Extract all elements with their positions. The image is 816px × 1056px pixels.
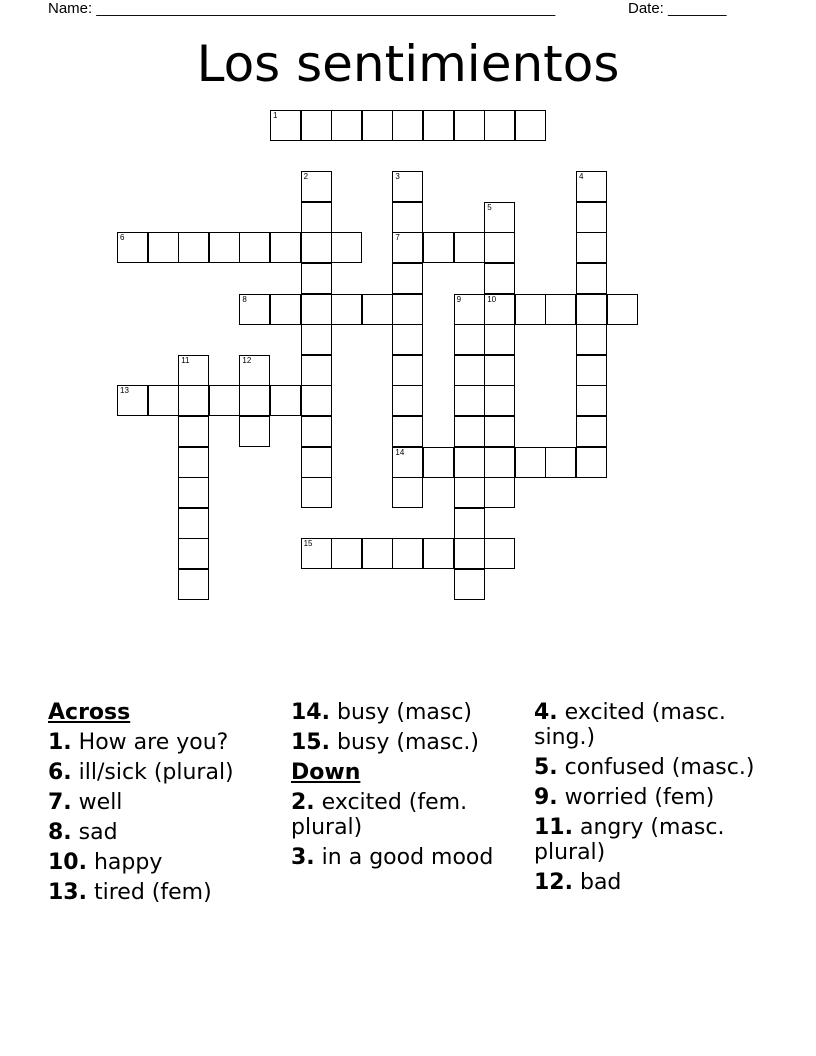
grid-cell[interactable] bbox=[301, 202, 332, 233]
clue-item-text: busy (masc.) bbox=[329, 730, 479, 755]
clue-item bbox=[534, 815, 764, 865]
clue-item bbox=[48, 880, 278, 905]
grid-cell[interactable] bbox=[331, 110, 362, 141]
grid-cell[interactable] bbox=[484, 232, 515, 263]
clue-item-text: tired (fem) bbox=[86, 880, 212, 905]
grid-cell[interactable] bbox=[423, 110, 454, 141]
clue-number: 8 bbox=[242, 294, 247, 304]
grid-cell[interactable] bbox=[545, 294, 576, 325]
clue-item bbox=[48, 820, 278, 845]
grid-cell[interactable] bbox=[301, 232, 332, 263]
grid-cell[interactable] bbox=[178, 477, 209, 508]
grid-cell[interactable] bbox=[484, 477, 515, 508]
clue-item-text: ill/sick (plural) bbox=[71, 760, 234, 785]
grid-cell[interactable] bbox=[301, 263, 332, 294]
grid-cell[interactable] bbox=[392, 202, 423, 233]
clue-item bbox=[534, 755, 764, 780]
grid-cell[interactable] bbox=[301, 171, 332, 202]
clue-item bbox=[48, 760, 278, 785]
clue-item-number: 9. bbox=[534, 785, 558, 810]
grid-cell[interactable] bbox=[423, 232, 454, 263]
grid-cell[interactable] bbox=[178, 538, 209, 569]
clue-item-number: 11. bbox=[534, 815, 573, 840]
clue-number: 2 bbox=[303, 172, 309, 182]
clue-item-number: 10. bbox=[48, 850, 87, 875]
grid-cell[interactable] bbox=[239, 355, 270, 386]
grid-cell[interactable] bbox=[270, 385, 301, 416]
grid-cell[interactable] bbox=[576, 416, 607, 447]
grid-cell[interactable] bbox=[392, 538, 423, 569]
grid-cell[interactable] bbox=[117, 232, 148, 263]
grid-cell[interactable] bbox=[209, 232, 240, 263]
grid-cell[interactable] bbox=[178, 416, 209, 447]
down-clue-list-continued bbox=[534, 700, 764, 895]
grid-cell[interactable] bbox=[301, 416, 332, 447]
grid-cell[interactable] bbox=[607, 294, 638, 325]
clue-item bbox=[534, 700, 764, 750]
grid-cell[interactable] bbox=[270, 110, 301, 141]
name-line: Name: _______________________________________________________ bbox=[48, 0, 556, 17]
clue-item-number: 8. bbox=[48, 820, 72, 845]
grid-cell[interactable] bbox=[484, 202, 515, 233]
grid-cell[interactable] bbox=[576, 355, 607, 386]
grid-cell[interactable] bbox=[178, 569, 209, 600]
grid-cell[interactable] bbox=[484, 416, 515, 447]
grid-cell[interactable] bbox=[576, 202, 607, 233]
clue-item-text: excited (masc. sing.) bbox=[534, 700, 726, 750]
clue-number: 7 bbox=[395, 233, 400, 243]
down-clue-list bbox=[291, 790, 526, 870]
grid-cell[interactable] bbox=[454, 232, 485, 263]
grid-cell[interactable] bbox=[301, 538, 332, 569]
grid-cell[interactable] bbox=[270, 294, 301, 325]
grid-cell[interactable] bbox=[209, 385, 240, 416]
grid-cell[interactable] bbox=[454, 355, 485, 386]
grid-cell[interactable] bbox=[362, 538, 393, 569]
clue-item-text: well bbox=[71, 790, 123, 815]
grid-cell[interactable] bbox=[454, 385, 485, 416]
clues-column-3 bbox=[534, 700, 764, 900]
grid-cell[interactable] bbox=[331, 232, 362, 263]
grid-cell[interactable] bbox=[392, 171, 423, 202]
grid-cell[interactable] bbox=[392, 110, 423, 141]
grid-cell[interactable] bbox=[576, 324, 607, 355]
grid-cell[interactable] bbox=[301, 477, 332, 508]
clue-number: 14 bbox=[395, 447, 405, 457]
clue-item-number: 2. bbox=[291, 790, 315, 815]
grid-cell[interactable] bbox=[270, 232, 301, 263]
clue-item-number: 12. bbox=[534, 870, 573, 895]
grid-cell[interactable] bbox=[362, 294, 393, 325]
grid-cell[interactable] bbox=[576, 385, 607, 416]
grid-cell[interactable] bbox=[484, 447, 515, 478]
grid-cell[interactable] bbox=[484, 355, 515, 386]
clue-number: 6 bbox=[120, 233, 125, 243]
grid-cell[interactable] bbox=[484, 538, 515, 569]
clue-item-number: 13. bbox=[48, 880, 87, 905]
clues-column-1 bbox=[48, 700, 278, 910]
grid-cell[interactable] bbox=[484, 294, 515, 325]
grid-cell[interactable] bbox=[239, 232, 270, 263]
grid-cell[interactable] bbox=[301, 324, 332, 355]
clue-item-number: 4. bbox=[534, 700, 558, 725]
grid-cell[interactable] bbox=[545, 447, 576, 478]
grid-cell[interactable] bbox=[484, 263, 515, 294]
grid-cell[interactable] bbox=[576, 294, 607, 325]
clue-number: 12 bbox=[242, 355, 252, 365]
grid-cell[interactable] bbox=[454, 110, 485, 141]
clue-item-number: 14. bbox=[291, 700, 330, 725]
grid-cell[interactable] bbox=[117, 385, 148, 416]
clue-number: 13 bbox=[120, 386, 129, 396]
page-title: Los sentimientos bbox=[196, 35, 620, 93]
clue-item bbox=[534, 870, 764, 895]
grid-cell[interactable] bbox=[392, 477, 423, 508]
grid-cell[interactable] bbox=[301, 447, 332, 478]
grid-cell[interactable] bbox=[423, 447, 454, 478]
clue-item bbox=[291, 790, 526, 840]
grid-cell[interactable] bbox=[515, 294, 546, 325]
clue-number: 3 bbox=[395, 172, 400, 182]
clue-item-text: in a good mood bbox=[314, 845, 494, 870]
grid-cell[interactable] bbox=[515, 110, 546, 141]
grid-cell[interactable] bbox=[576, 171, 607, 202]
grid-cell[interactable] bbox=[178, 508, 209, 539]
grid-cell[interactable] bbox=[301, 385, 332, 416]
date-line: Date: _______ bbox=[628, 0, 727, 17]
clue-item-number: 15. bbox=[291, 730, 330, 755]
clue-item-number: 3. bbox=[291, 845, 315, 870]
grid-cell[interactable] bbox=[178, 447, 209, 478]
clue-item-number: 5. bbox=[534, 755, 558, 780]
grid-cell[interactable] bbox=[454, 324, 485, 355]
clue-item-text: How are you? bbox=[71, 730, 229, 755]
grid-cell[interactable] bbox=[178, 385, 209, 416]
grid-cell[interactable] bbox=[148, 232, 179, 263]
grid-cell[interactable] bbox=[454, 569, 485, 600]
grid-cell[interactable] bbox=[454, 447, 485, 478]
grid-cell[interactable] bbox=[239, 294, 270, 325]
grid-cell[interactable] bbox=[515, 447, 546, 478]
clue-number: 1 bbox=[273, 111, 278, 120]
grid-cell[interactable] bbox=[576, 263, 607, 294]
grid-cell[interactable] bbox=[178, 355, 209, 386]
grid-cell[interactable] bbox=[392, 355, 423, 386]
grid-cell[interactable] bbox=[362, 110, 393, 141]
grid-cell[interactable] bbox=[484, 324, 515, 355]
clue-item-number: 6. bbox=[48, 760, 72, 785]
clue-item-number: 1. bbox=[48, 730, 72, 755]
grid-cell[interactable] bbox=[392, 324, 423, 355]
clue-item-text: busy (masc) bbox=[329, 700, 472, 725]
clues-column-2 bbox=[291, 700, 526, 875]
clue-item bbox=[48, 790, 278, 815]
clue-item bbox=[291, 700, 526, 725]
grid-cell[interactable] bbox=[301, 110, 332, 141]
grid-cell[interactable] bbox=[454, 416, 485, 447]
grid-cell[interactable] bbox=[239, 385, 270, 416]
grid-cell[interactable] bbox=[392, 232, 423, 263]
grid-cell[interactable] bbox=[484, 385, 515, 416]
clue-item-text: sad bbox=[71, 820, 118, 845]
grid-cell[interactable] bbox=[392, 385, 423, 416]
grid-cell[interactable] bbox=[392, 294, 423, 325]
clue-item bbox=[48, 850, 278, 875]
across-clue-list bbox=[48, 730, 278, 905]
clue-number: 9 bbox=[456, 294, 462, 304]
clue-item-text: angry (masc. plural) bbox=[534, 815, 725, 865]
clue-item-text: worried (fem) bbox=[557, 785, 715, 810]
grid-cell[interactable] bbox=[392, 263, 423, 294]
down-heading: Down bbox=[291, 760, 361, 785]
clue-number: 10 bbox=[487, 294, 497, 304]
clue-item-text: bad bbox=[572, 870, 622, 895]
clue-item bbox=[291, 845, 526, 870]
grid-cell[interactable] bbox=[331, 294, 362, 325]
grid-cell[interactable] bbox=[301, 355, 332, 386]
grid-cell[interactable] bbox=[148, 385, 179, 416]
grid-cell[interactable] bbox=[576, 232, 607, 263]
clue-item bbox=[534, 785, 764, 810]
clue-item-text: excited (fem. plural) bbox=[291, 790, 468, 840]
clue-item-number: 7. bbox=[48, 790, 72, 815]
grid-cell[interactable] bbox=[392, 416, 423, 447]
grid-cell[interactable] bbox=[301, 294, 332, 325]
grid-cell[interactable] bbox=[454, 538, 485, 569]
clue-item-text: confused (masc.) bbox=[557, 755, 755, 780]
clue-item bbox=[48, 730, 278, 755]
across-heading: Across bbox=[48, 700, 131, 725]
grid-cell[interactable] bbox=[423, 538, 454, 569]
grid-cell[interactable] bbox=[331, 538, 362, 569]
grid-cell[interactable] bbox=[454, 294, 485, 325]
clue-number: 5 bbox=[487, 202, 492, 212]
clue-number: 15 bbox=[303, 539, 313, 549]
grid-cell[interactable] bbox=[392, 447, 423, 478]
grid-cell[interactable] bbox=[178, 232, 209, 263]
grid-cell[interactable] bbox=[239, 416, 270, 447]
grid-cell[interactable] bbox=[576, 447, 607, 478]
clue-number: 11 bbox=[181, 355, 190, 365]
grid-cell[interactable] bbox=[454, 477, 485, 508]
grid-cell[interactable] bbox=[454, 508, 485, 539]
grid-cell[interactable] bbox=[484, 110, 515, 141]
across-clue-list-continued bbox=[291, 700, 526, 755]
clue-item-text: happy bbox=[86, 850, 163, 875]
clue-number: 4 bbox=[579, 172, 584, 182]
clue-item bbox=[291, 730, 526, 755]
